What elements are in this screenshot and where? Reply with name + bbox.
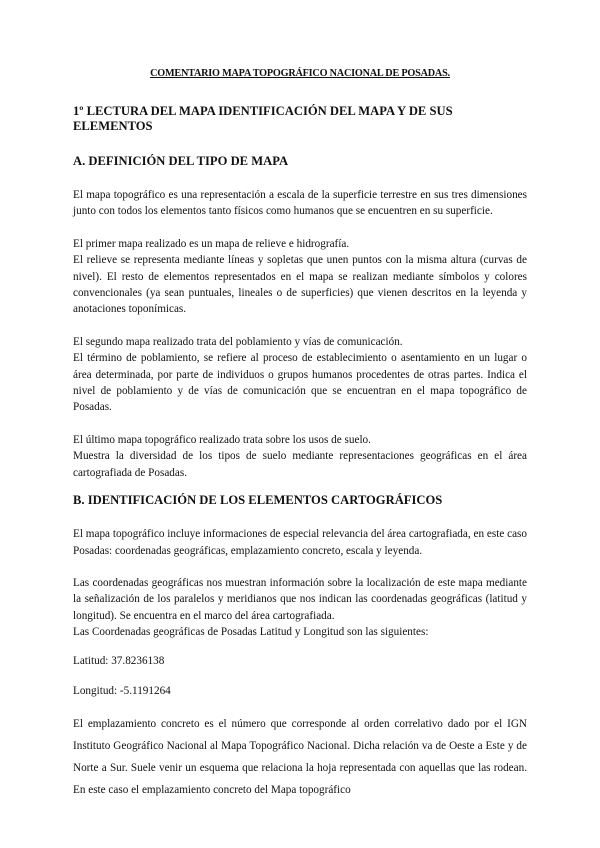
spacer — [73, 699, 527, 713]
section-b-loose-block — [73, 713, 527, 801]
section-a-heading: A. DEFINICIÓN DEL TIPO DE MAPA — [73, 154, 289, 168]
section-b-paragraph-2: Las coordenadas geográficas nos muestran información sobre la localización de este mapa mediante la señalización de los paralelos y meridianos que nos indican las coordenadas geográficas (latitud y longitud). Se encuentra en el marco del área cartografiada. — [73, 576, 527, 622]
section-a-paragraph-3: El relieve se representa mediante líneas y sopletas que unen puntos con la misma altura (curvas de nivel). El resto de elementos representados en el mapa se realizan mediante símbolos y colores convencionales (ya sean puntuales, lineales o de superficies) que vienen descritos en la leyenda y anotaciones toponímicas. — [73, 254, 527, 316]
spacer — [73, 416, 527, 432]
spacer — [73, 318, 527, 334]
spacer — [73, 669, 527, 683]
spacer — [73, 481, 527, 493]
section-a-paragraph-1: El mapa topográfico es una representación a escala de la superficie terrestre en sus tres dimensiones junto con todos los elementos tanto físicos como humanos que se encuentren en su superficie. — [73, 189, 527, 218]
section-a-paragraph-2: El primer mapa realizado es un mapa de relieve e hidrografía. — [73, 237, 350, 250]
section-a-paragraph-6: El último mapa topográfico realizado trata sobre los usos de suelo. — [73, 433, 371, 446]
latitude-value: Latitud: 37.8236138 — [73, 654, 165, 667]
section-a-paragraph-7: Muestra la diversidad de los tipos de suelo mediante representaciones geográficas en el área cartografiada de Posadas. — [73, 450, 527, 479]
section-b-heading: B. IDENTIFICACIÓN DE LOS ELEMENTOS CARTOGRÁFICOS — [73, 493, 443, 508]
document-title: COMENTARIO MAPA TOPOGRÁFICO NACIONAL DE POSADAS. — [150, 68, 450, 79]
section-a-paragraph-4: El segundo mapa realizado trata del poblamiento y vías de comunicación. — [73, 335, 403, 348]
section-1-heading: 1º LECTURA DEL MAPA IDENTIFICACIÓN DEL MAPA Y DE SUS ELEMENTOS — [73, 104, 453, 133]
spacer — [73, 641, 527, 653]
section-b-paragraph-1: El mapa topográfico incluye informaciones de especial relevancia del área cartografiada, en este caso Posadas: coordenadas geográficas, emplazamiento concreto, escala y leyenda. — [73, 528, 527, 557]
spacer — [73, 559, 527, 575]
section-b-paragraph-4: El emplazamiento concreto es el número que corresponde al orden correlativo dado por el IGN Instituto Geográfico Nacional al Mapa Topográfico Nacional. Dicha relación va de Oeste a Este y de Norte a Sur. Suele venir un esquema que relaciona la hoja representada con aquellas que las rodean. En este caso el emplazamiento concreto del Mapa topográfico — [73, 718, 527, 797]
section-a-paragraph-5: El término de poblamiento, se refiere al proceso de establecimiento o asentamiento en un lugar o área determinada, por parte de individuos o grupos humanos procedentes de otras partes. Indica el nivel de poblamiento y de vías de comunicación que se encuentran en el mapa topográfico de Posadas. — [73, 352, 527, 414]
spacer — [73, 220, 527, 236]
longitude-value: Longitud: -5.1191264 — [73, 684, 171, 697]
section-b-paragraph-3: Las Coordenadas geográficas de Posadas Latitud y Longitud son las siguientes: — [73, 626, 429, 639]
